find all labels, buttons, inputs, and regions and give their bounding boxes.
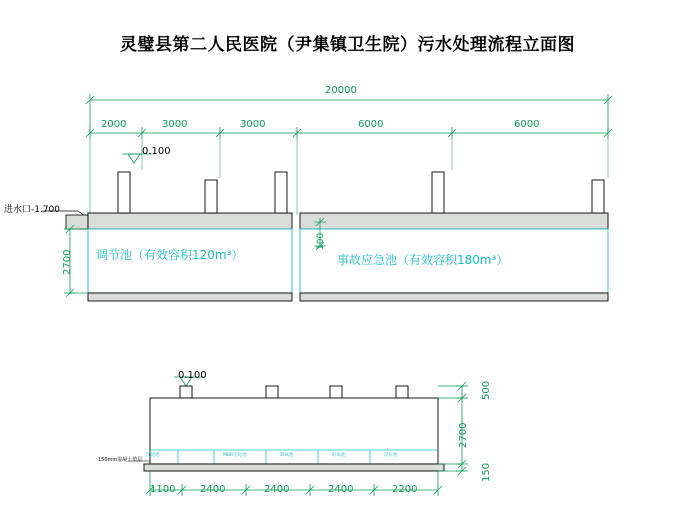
chamber-label-2: MBR生化池 — [223, 453, 247, 458]
upper-bottom-slab — [88, 293, 608, 301]
tank-label-emergency: 事故应急池（有效容积180m³） — [337, 253, 509, 267]
lower-dimension-label-3: 2400 — [264, 484, 290, 495]
inlet-box — [66, 215, 88, 229]
segment-dimension-label-3: 3000 — [240, 119, 266, 130]
upper-risers — [118, 172, 604, 213]
lower-right-dimension-label-1: 500 — [481, 380, 492, 400]
segment-dimension-label-1: 2000 — [101, 119, 127, 130]
segment-dimension-label-4: 6000 — [358, 119, 384, 130]
elevation-label-lower: 0.100 — [178, 370, 207, 381]
inlet-label: 进水口-1.700 — [4, 205, 61, 215]
upper-top-slab — [88, 213, 608, 229]
pipe-note-label: 150mm混凝土垫层 — [98, 457, 143, 463]
lower-base-slab — [144, 464, 444, 471]
lower-right-dimension-label-3: 150 — [481, 462, 492, 482]
lower-dimension-label-4: 2400 — [328, 484, 354, 495]
chamber-label-5: 反应池 — [384, 453, 398, 458]
elevation-label-upper: 0.100 — [142, 146, 171, 157]
upper-height-label: 2700 — [62, 249, 73, 275]
lower-right-dimension-label-2: 2700 — [458, 422, 469, 448]
segment-dimension-label-5: 6000 — [514, 119, 540, 130]
lower-dimension-label-5: 2200 — [392, 484, 418, 495]
page-title: 灵璧县第二人民医院（尹集镇卫生院）污水处理流程立面图 — [120, 35, 575, 55]
chamber-label-4: 好氧池 — [332, 453, 346, 458]
upper-wall-label: 100 — [316, 232, 326, 250]
chamber-label-1: 沉淀池 — [146, 453, 160, 458]
overall-dimension-label: 20000 — [325, 85, 357, 96]
lower-risers — [180, 386, 408, 398]
lower-dimension-label-2: 2400 — [200, 484, 226, 495]
segment-dimension-label-2: 3000 — [162, 119, 188, 130]
lower-dimension-label-1: 1100 — [150, 484, 176, 495]
chamber-label-3: 缺氧池 — [280, 453, 294, 458]
tank-label-regulating: 调节池（有效容积120m³） — [96, 248, 244, 262]
